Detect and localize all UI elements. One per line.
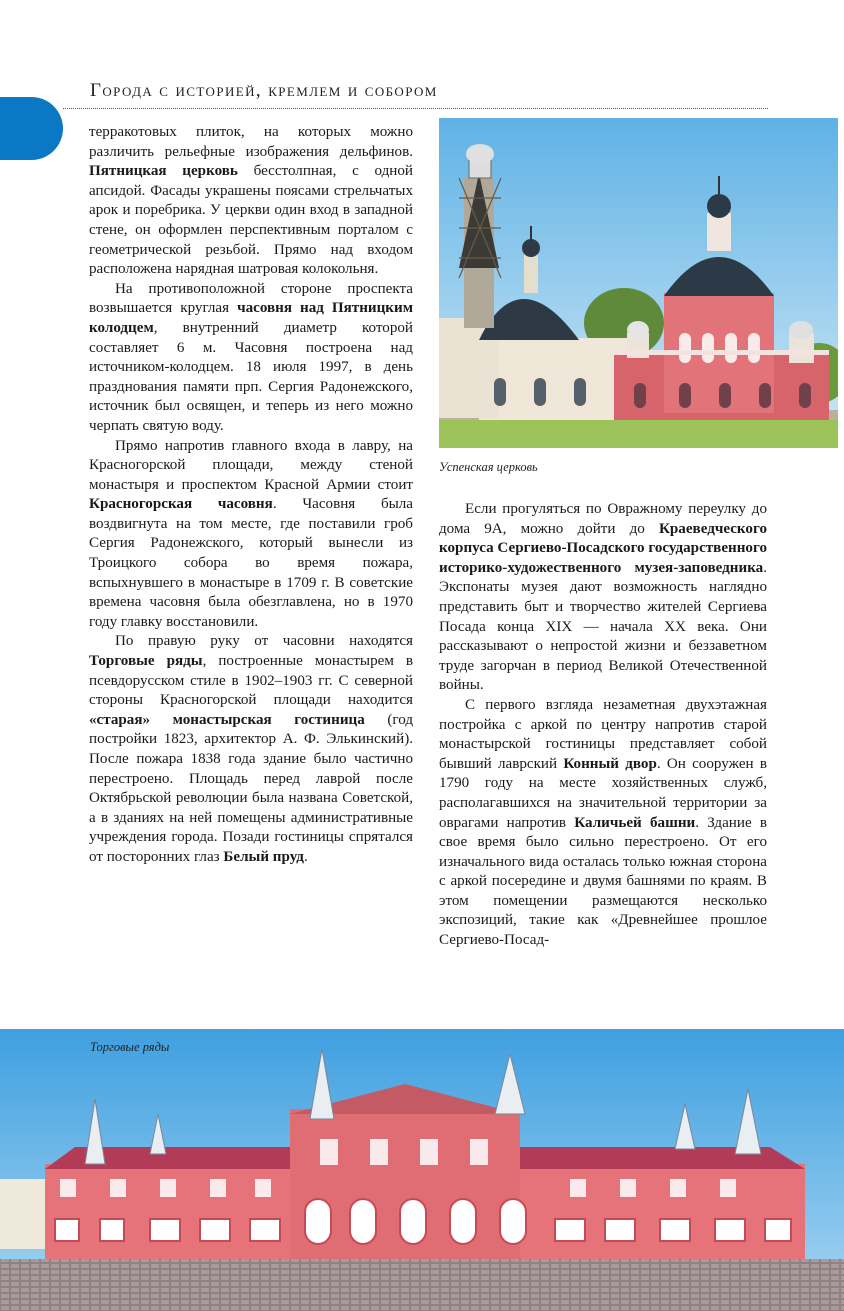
caption-torgovye-ryady: Торговые ряды xyxy=(90,1040,170,1054)
bold-term: Красногорская часовня xyxy=(89,496,273,513)
right-paragraph-2 xyxy=(439,696,767,951)
text-run: По правую руку от часовни находятся xyxy=(115,633,413,650)
bold-term: Пятницкая церковь xyxy=(89,163,238,180)
chapter-tab xyxy=(0,97,63,160)
text-run: . Он сооружен в 1790 году на месте хозяйственных служб, располагавшихся на значительной территории за оврагами напротив xyxy=(439,755,767,831)
left-column xyxy=(89,123,413,868)
left-paragraph-1 xyxy=(89,123,413,280)
bold-term: «старая» монастырская гостиница xyxy=(89,711,365,728)
text-run: бесстолпная, с одной апсидой. Фасады украшены поясами стрельчатых арок и поребрика. У церкви один вход в западной стене, он оформлен перспективным порталом с геометрической резьбой. Прямо над входом расположена нарядная шатровая колокольня. xyxy=(89,163,413,278)
text-run: Прямо напротив главного входа в лавру, на Красногорской площади, между стеной монастыря и проспектом Красной Армии стоит xyxy=(89,437,413,493)
left-paragraph-4 xyxy=(89,632,413,867)
left-paragraph-3 xyxy=(89,437,413,633)
trading-rows-illustration xyxy=(0,1029,844,1311)
text-run: . Здание в свое время было сильно перестроено. От его изначального вида осталась только южная сторона с аркой посередине и двумя башнями по краям. В этом помещении размещаются несколько экспозиций, такие как «Древнейшее прошлое Сергиево-Посад- xyxy=(439,814,768,949)
text-run: (год постройки 1823, архитектор А. Ф. Элькинский). После пожара 1838 года здание было частично перестроено. Площадь перед лаврой после Октябрьской революции была названа Советской, а в зданиях на ней помещены административные учреждения города. Позади гостиницы спрятался от посторонних глаз xyxy=(89,711,413,865)
header-dotted-rule xyxy=(63,108,768,109)
text-run: терракотовых плиток, на которых можно различить рельефные изображения дельфинов. xyxy=(89,124,413,160)
right-paragraph-1 xyxy=(439,500,767,696)
bold-term: Торговые ряды xyxy=(89,653,203,670)
bold-term: Краеведческого корпуса Сергиево-Посадского государственного историко-художественного музея-заповедника xyxy=(439,520,767,576)
right-column xyxy=(439,500,767,951)
text-run: С первого взгляда незаметная двухэтажная постройка с аркой по центру напротив старой монастырской гостиницы представляет собой бывший лаврский xyxy=(439,696,767,772)
photo-torgovye-ryady xyxy=(0,1029,844,1311)
bold-term: Каличьей башни xyxy=(574,814,696,831)
caption-uspenskaya: Успенская церковь xyxy=(439,460,538,474)
left-paragraph-2 xyxy=(89,280,413,437)
text-run: На противоположной стороне проспекта возвышается круглая xyxy=(89,280,413,317)
running-header: Города с историей, кремлем и собором xyxy=(90,80,438,101)
text-run: . Экспонаты музея дают возможность наглядно представить быт и творчество жителей Сергиева Посада конца XIX — начала XX века. Они рассказывают о непростой жизни и беззаветном труде загорчан в период Великой Отечественной войны. xyxy=(439,559,767,694)
text-run: , внутренний диаметр которой составляет 6 м. Часовня построена над источником-колодцем. 18 июля 1997, в день празднования памяти прп. Сергия Радонежского, источник был освящен, и теперь из него можно черпать святую воду. xyxy=(89,319,413,434)
bold-term: Белый пруд xyxy=(223,848,304,865)
text-run: Если прогуляться по Овражному переулку до дома 9А, можно дойти до xyxy=(439,501,767,537)
text-run: . Часовня была воздвигнута на том месте, где поставили гроб Сергия Радонежского, который вынесли из Троицкого собора во время пожара, вспыхнувшего в монастыре в 1709 г. В советские времена часовня была обезглавлена, но в 1970 году главку восстановили. xyxy=(89,496,413,630)
text-run: . xyxy=(303,848,308,865)
text-run: , построенные монастырем в псевдорусском стиле в 1902–1903 гг. С северной стороны Красногорской площади находится xyxy=(89,653,413,709)
bold-term: Конный двор xyxy=(563,755,657,772)
church-illustration xyxy=(439,118,838,448)
bold-term: часовня над Пятницким колодцем xyxy=(89,300,413,336)
photo-uspenskaya-church xyxy=(439,118,838,448)
